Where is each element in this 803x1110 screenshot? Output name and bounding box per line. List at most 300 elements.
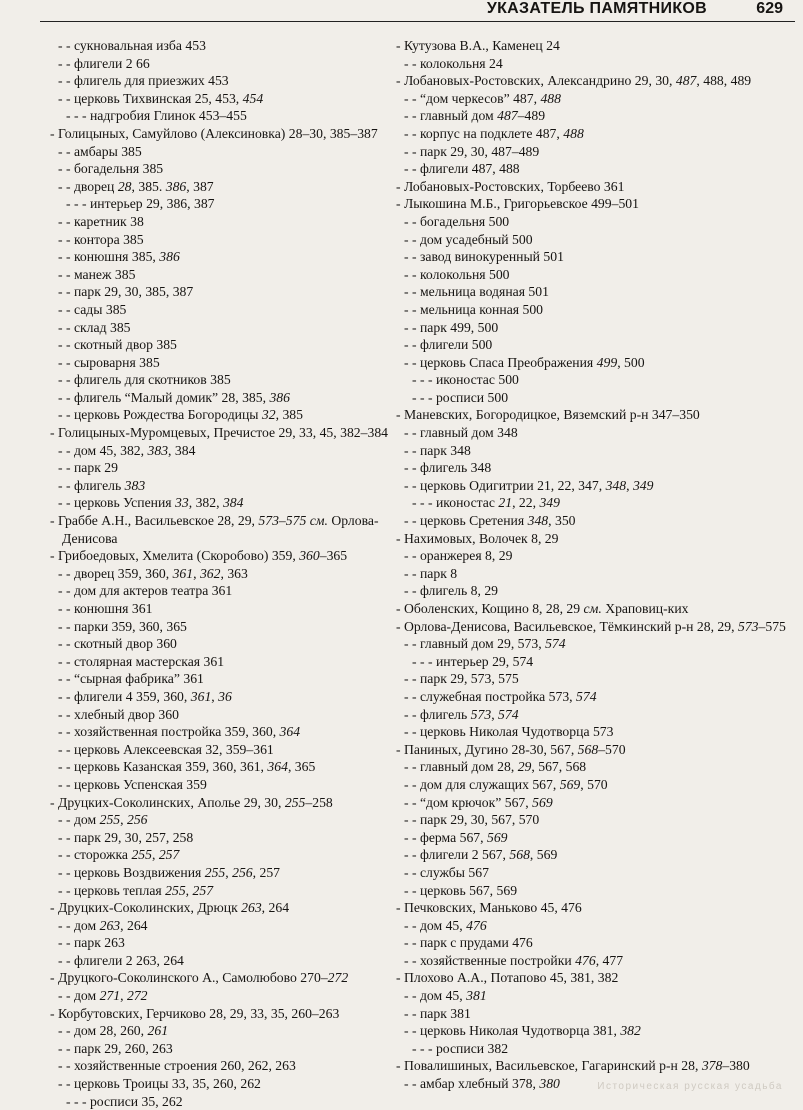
index-entry-text: - - главный дом 348 xyxy=(404,425,518,441)
index-entry xyxy=(396,653,796,671)
index-entry-text: - Друцкого-Соколинского А., Самолюбово 270– xyxy=(50,970,328,986)
index-page-ref-italic: 381 xyxy=(466,988,487,1004)
index-entry-text: , 477 xyxy=(595,952,624,968)
index-page-ref-italic: 569 xyxy=(559,776,581,792)
index-entry xyxy=(396,741,796,759)
index-page-ref-italic: 32 xyxy=(261,407,276,423)
index-entry xyxy=(396,494,796,512)
index-entry xyxy=(50,723,390,741)
index-entry-text: - - сады 385 xyxy=(58,301,127,317)
index-page-ref-italic: 261 xyxy=(147,1023,169,1039)
index-entry xyxy=(396,266,796,284)
index-entry-text: Храповиц-ких xyxy=(601,601,689,616)
index-entry-text: - - - надгробия Глинок 453–455 xyxy=(66,108,247,124)
index-entry xyxy=(50,266,390,284)
index-entry xyxy=(50,565,390,583)
index-entry xyxy=(396,283,796,301)
index-entry-text: –489 xyxy=(517,108,546,124)
index-entry-text: Орлова-Денисова xyxy=(62,513,379,546)
index-entry xyxy=(50,354,390,372)
index-entry-text: - - церковь Спаса Преображения xyxy=(404,354,597,370)
index-entry-text: - - флигель для скотников 385 xyxy=(58,372,231,388)
index-entry-text: - Граббе А.Н., Васильевское 28, 29, xyxy=(50,513,259,529)
index-page-ref-italic: 476 xyxy=(466,917,487,933)
index-entry-text: - - парк 29, 573, 575 xyxy=(404,671,519,687)
index-entry-text: - - церковь Сретения xyxy=(404,513,528,529)
index-entry-text: - - склад 385 xyxy=(58,319,131,335)
index-entry-text: , xyxy=(151,847,159,863)
index-entry-text: , 570 xyxy=(580,776,608,792)
index-entry xyxy=(50,371,390,389)
index-entry-text: - - флигели 4 359, 360, xyxy=(58,688,191,704)
index-entry-text: , 385. xyxy=(131,178,166,194)
index-entry xyxy=(50,776,390,794)
index-page-ref-italic: 568 xyxy=(509,847,530,863)
index-entry xyxy=(396,371,796,389)
index-entry-text: - - флигели 2 66 xyxy=(58,55,150,71)
index-entry xyxy=(50,706,390,724)
index-entry xyxy=(396,319,796,337)
index-entry-text: - - церковь Николая Чудотворца 381, xyxy=(404,1023,621,1039)
index-entry-text: , xyxy=(193,565,200,581)
index-entry-text: - Повалишиных, Васильевское, Гагаринский р-н 28, xyxy=(396,1058,702,1074)
index-entry xyxy=(396,248,796,266)
index-entry xyxy=(50,917,390,935)
index-entry-text: - - флигели 487, 488 xyxy=(404,161,520,177)
index-entry-text: - - скотный двор 385 xyxy=(58,337,177,353)
index-entry xyxy=(50,248,390,266)
index-entry-text: - - хлебный двор 360 xyxy=(58,706,179,722)
index-page-ref-italic: 454 xyxy=(242,90,264,106)
index-entry-text: - - флигель xyxy=(404,706,471,722)
index-entry xyxy=(396,952,796,970)
index-entry xyxy=(50,37,390,55)
index-entry-text: - - церковь Рождества Богородицы xyxy=(58,407,262,423)
index-entry xyxy=(50,494,390,512)
index-page-ref-italic: 21 xyxy=(498,495,513,511)
index-page-ref-italic: 255 xyxy=(204,864,226,880)
index-entry-text: –258 xyxy=(305,794,333,810)
index-entry-text: - Маневских, Богородицкое, Вяземский р-н 347–350 xyxy=(396,407,700,423)
index-entry-text: - - ферма 567, xyxy=(404,829,487,845)
index-entry-text: - - сыроварня 385 xyxy=(58,354,160,370)
index-entry-text: - Лобановых-Ростовских, Торбеево 361 xyxy=(396,178,625,194)
index-entry xyxy=(50,1075,390,1093)
index-entry-text: - Грибоедовых, Хмелита (Скоробово) 359, xyxy=(50,548,300,564)
index-entry xyxy=(50,283,390,301)
index-page-ref-italic: 272 xyxy=(327,970,349,986)
index-entry-text: - - главный дом 28, xyxy=(404,759,518,775)
index-entry xyxy=(396,477,796,495)
index-entry xyxy=(396,688,796,706)
index-entry-text: - - сукновальная изба 453 xyxy=(58,38,206,53)
index-entry xyxy=(396,969,796,987)
index-entry-text: - - - интерьер 29, 386, 387 xyxy=(66,196,215,212)
index-entry-text: - - богадельня 385 xyxy=(58,161,164,177)
index-entry xyxy=(396,635,796,653)
index-entry-text: –575 xyxy=(758,618,786,634)
index-entry-text: - - флигели 2 567, xyxy=(404,847,510,863)
index-entry-text: - - церковь Алексеевская 32, 359–361 xyxy=(58,741,274,757)
index-entry-text: - - “дом черкесов” 487, xyxy=(404,90,541,106)
index-entry xyxy=(50,741,390,759)
index-entry xyxy=(50,934,390,952)
index-entry-text: , xyxy=(211,688,219,704)
index-entry-text: - Оболенских, Кощино 8, 28, 29 xyxy=(396,601,584,616)
index-page-ref-italic: 569 xyxy=(532,794,553,810)
index-entry-text: - - главный дом xyxy=(404,108,498,124)
index-entry-text: - - конюшня 361 xyxy=(58,601,153,616)
index-entry-text: - Нахимовых, Волочек 8, 29 xyxy=(396,530,559,546)
index-page-ref-italic: 569 xyxy=(486,829,508,845)
index-page-ref-italic: 33 xyxy=(175,495,189,511)
index-entry-text: - - церковь Николая Чудотворца 573 xyxy=(404,724,614,740)
index-entry xyxy=(50,512,390,547)
index-entry-text: - - парк 263 xyxy=(58,935,125,951)
index-entry xyxy=(396,107,796,125)
index-entry-text: - - парк 29, 30, 487–489 xyxy=(404,143,540,159)
index-page-ref-italic: 255 xyxy=(131,847,152,863)
index-entry-text: , 350 xyxy=(548,513,576,529)
index-entry xyxy=(396,846,796,864)
index-entry xyxy=(50,477,390,495)
index-entry-text: - - амбары 385 xyxy=(58,143,142,159)
index-page-ref-italic: 574 xyxy=(545,636,566,652)
index-entry xyxy=(50,195,390,213)
index-entry xyxy=(396,231,796,249)
index-entry xyxy=(396,354,796,372)
index-entry xyxy=(50,213,390,231)
index-entry xyxy=(50,178,390,196)
index-entry xyxy=(50,143,390,161)
index-entry xyxy=(50,653,390,671)
index-page-ref-italic: 362 xyxy=(199,565,221,581)
index-entry-text: - - парк 348 xyxy=(404,442,471,458)
index-entry-text: - - дом усадебный 500 xyxy=(404,231,533,247)
index-entry xyxy=(50,864,390,882)
index-entry xyxy=(396,143,796,161)
index-entry-text: - - парки 359, 360, 365 xyxy=(58,618,187,634)
index-entry xyxy=(50,107,390,125)
index-entry-text: , xyxy=(225,864,233,880)
index-entry xyxy=(50,670,390,688)
index-page-ref-italic: 255 xyxy=(165,882,186,898)
index-page-ref-italic: 361 xyxy=(190,688,212,704)
index-entry-text: - - церковь Троицы 33, 35, 260, 262 xyxy=(58,1076,261,1092)
index-page-ref-italic: 257 xyxy=(158,847,180,863)
index-entry-text: - - - росписи 500 xyxy=(412,389,509,405)
index-entry-text: - - “сырная фабрика” 361 xyxy=(58,671,204,687)
index-entry-text: - - богадельня 500 xyxy=(404,213,510,229)
index-entry xyxy=(396,37,796,55)
index-entry-text: - - дворец xyxy=(58,178,118,194)
index-page-ref-italic: 386 xyxy=(159,249,180,265)
index-entry-text: - Голицыных-Муромцевых, Пречистое 29, 33, 45, 382–384 xyxy=(50,425,389,441)
index-entry xyxy=(396,882,796,900)
index-entry-text: - - церковь Тихвинская 25, 453, xyxy=(58,90,243,106)
index-entry-text: - Лыкошина М.Б., Григорьевское 499–501 xyxy=(396,196,639,212)
index-entry xyxy=(50,987,390,1005)
index-entry xyxy=(50,442,390,460)
index-entry xyxy=(50,758,390,776)
index-page-ref-italic: 360 xyxy=(299,548,320,564)
index-column-right xyxy=(396,37,796,1093)
index-entry-text: - - корпус на подклете 487, xyxy=(404,125,564,141)
index-entry xyxy=(396,406,796,424)
index-entry-text: - Корбутовских, Герчиково 28, 29, 33, 35, 260–263 xyxy=(50,1005,340,1021)
index-entry-text: - - церковь Воздвижения xyxy=(58,864,205,880)
index-entry-text: - - церковь Успения xyxy=(58,495,176,511)
index-entry xyxy=(396,512,796,530)
index-entry-text: - - церковь Одигитрии 21, 22, 347, xyxy=(404,477,606,493)
index-entry xyxy=(396,72,796,90)
index-entry xyxy=(50,459,390,477)
index-page-ref-italic: 255 xyxy=(99,812,121,828)
index-entry-text: - - дом xyxy=(58,917,100,933)
index-page-ref-italic: 272 xyxy=(126,988,148,1004)
index-entry-text: - - парк 381 xyxy=(404,1005,471,1021)
index-entry-text: - - завод винокуренный 501 xyxy=(404,249,564,265)
index-entry-text: –365 xyxy=(319,548,348,564)
index-entry-text: - - дом xyxy=(58,812,100,828)
index-page-ref-italic: 386 xyxy=(269,389,290,405)
index-column-left xyxy=(50,37,390,1110)
index-entry-text: - - “дом крючок” 567, xyxy=(404,794,533,810)
index-entry-text: - Лобановых-Ростовских, Александрино 29, 30, xyxy=(396,73,676,89)
index-entry xyxy=(50,319,390,337)
index-entry-text: - Кутузова В.А., Каменец 24 xyxy=(396,38,560,53)
index-entry-text: –380 xyxy=(722,1058,750,1074)
index-entry xyxy=(50,635,390,653)
index-entry xyxy=(50,882,390,900)
index-entry-text: , 264 xyxy=(261,900,290,916)
index-entry-text: - - - росписи 35, 262 xyxy=(66,1093,183,1109)
index-page-ref-italic: 349 xyxy=(632,477,654,493)
index-entry xyxy=(50,389,390,407)
index-entry xyxy=(396,55,796,73)
index-page-ref-italic: 29 xyxy=(517,759,532,775)
index-entry xyxy=(396,600,796,618)
index-entry xyxy=(50,1040,390,1058)
index-page-ref-italic: 382 xyxy=(620,1023,641,1039)
index-entry-text: - Печковских, Маньково 45, 476 xyxy=(396,900,582,916)
index-entry-text: , 567, 568 xyxy=(531,759,587,775)
index-page-ref-italic: 263 xyxy=(241,900,262,916)
index-page-ref-italic: см. xyxy=(583,601,602,616)
index-entry-text: - - парк с прудами 476 xyxy=(404,935,533,951)
index-entry-text: - - столярная мастерская 361 xyxy=(58,653,225,669)
index-entry xyxy=(50,600,390,618)
index-entry-text: - - дом 45, xyxy=(404,988,467,1004)
index-entry xyxy=(396,1040,796,1058)
index-entry-text: - - церковь Казанская 359, 360, 361, xyxy=(58,759,268,775)
index-entry xyxy=(396,213,796,231)
index-entry-text: - - церковь Успенская 359 xyxy=(58,776,207,792)
index-entry-text: - - хозяйственные постройки xyxy=(404,952,576,968)
index-entry xyxy=(50,582,390,600)
index-entry xyxy=(396,442,796,460)
index-entry-text: - - - интерьер 29, 574 xyxy=(412,653,534,669)
index-entry-text: , 384 xyxy=(168,442,196,458)
index-page-ref-italic: 255 xyxy=(284,794,306,810)
index-entry xyxy=(396,618,796,636)
index-entry-text: , 22, xyxy=(512,495,540,511)
index-page-ref-italic: 476 xyxy=(575,952,596,968)
index-entry-text: –570 xyxy=(598,741,626,757)
index-entry-text: - - парк 29 xyxy=(58,460,118,476)
footer-watermark: Историческая русская усадьба xyxy=(597,1081,783,1092)
index-entry xyxy=(50,125,390,143)
index-entry xyxy=(396,125,796,143)
index-entry-text: - - колокольня 500 xyxy=(404,266,510,282)
index-entry xyxy=(396,758,796,776)
index-entry-text: , 264 xyxy=(120,917,148,933)
index-entry-text: - - каретник 38 xyxy=(58,213,144,229)
index-page-ref-italic: 574 xyxy=(576,688,597,704)
index-entry-text: - - сторожка xyxy=(58,847,132,863)
index-entry xyxy=(50,969,390,987)
index-entry xyxy=(396,195,796,213)
index-entry-text: - - дом для служащих 567, xyxy=(404,776,560,792)
index-page-ref-italic: 384 xyxy=(222,495,244,511)
index-entry xyxy=(50,1005,390,1023)
index-entry-text: - - контора 385 xyxy=(58,231,144,247)
index-entry-text: - - службы 567 xyxy=(404,864,489,880)
index-entry xyxy=(396,917,796,935)
index-entry-text: - - дом 45, 382, xyxy=(58,442,148,458)
index-page-ref-italic: 383 xyxy=(124,477,146,493)
index-entry xyxy=(50,231,390,249)
index-entry-text: - - парк 29, 30, 257, 258 xyxy=(58,829,194,845)
index-page-ref-italic: 28 xyxy=(117,178,132,194)
index-entry-text: , 500 xyxy=(617,354,645,370)
index-entry-text: - - манеж 385 xyxy=(58,266,136,282)
index-entry-text: - - дом для актеров театра 361 xyxy=(58,583,233,599)
index-entry-text: - - хозяйственные строения 260, 262, 263 xyxy=(58,1058,296,1074)
index-entry-text: - - парк 29, 30, 385, 387 xyxy=(58,284,194,300)
index-entry-text: - - скотный двор 360 xyxy=(58,636,177,652)
index-entry-text: - Плохово А.А., Потапово 45, 381, 382 xyxy=(396,970,619,986)
index-entry-text: , 569 xyxy=(529,847,558,863)
index-entry xyxy=(396,547,796,565)
index-page-ref-italic: 256 xyxy=(232,864,253,880)
index-entry-text: , 382, xyxy=(188,495,223,511)
index-entry-text: - - парк 29, 30, 567, 570 xyxy=(404,812,540,828)
index-entry-text: - - дом 28, 260, xyxy=(58,1023,148,1039)
index-entry xyxy=(396,1022,796,1040)
index-entry-text: - Орлова-Денисова, Васильевское, Тёмкинский р-н 28, 29, xyxy=(396,618,738,634)
index-entry xyxy=(50,90,390,108)
index-entry xyxy=(396,178,796,196)
index-entry xyxy=(396,1005,796,1023)
index-entry-text: , xyxy=(185,882,193,898)
index-page-ref-italic: 257 xyxy=(192,882,214,898)
index-entry xyxy=(396,987,796,1005)
index-entry-text: - - - иконостас xyxy=(412,495,499,511)
index-page-ref-italic: 364 xyxy=(267,759,288,775)
index-page-ref-italic: 271 xyxy=(99,988,121,1004)
index-entry-text: - - служебная постройка 573, xyxy=(404,688,577,704)
index-entry-text: - Друцких-Соколинских, Аполье 29, 30, xyxy=(50,794,285,810)
index-entry-text: - Паниных, Дугино 28-30, 567, xyxy=(396,741,578,757)
index-entry-text: - - флигель xyxy=(58,477,125,493)
index-entry xyxy=(396,424,796,442)
index-entry xyxy=(50,952,390,970)
index-entry xyxy=(396,565,796,583)
index-entry-text: - - дом xyxy=(58,988,100,1004)
index-entry xyxy=(396,582,796,600)
index-entry-text: - - церковь 567, 569 xyxy=(404,882,518,898)
index-page-ref-italic: 573 xyxy=(470,706,492,722)
index-entry-text: , 363 xyxy=(220,565,248,581)
index-entry xyxy=(396,864,796,882)
index-page-ref-italic: 488 xyxy=(563,125,584,141)
index-entry-text: - - - росписи 382 xyxy=(412,1040,509,1056)
index-entry xyxy=(50,301,390,319)
index-entry-text: - - флигель “Малый домик” 28, 385, xyxy=(58,389,270,405)
index-entry xyxy=(50,406,390,424)
index-entry-text: - - парк 29, 260, 263 xyxy=(58,1040,173,1056)
index-entry xyxy=(50,1093,390,1110)
index-entry xyxy=(396,934,796,952)
index-entry-text: - - парк 8 xyxy=(404,565,458,581)
index-page-ref-italic: 263 xyxy=(99,917,121,933)
index-entry xyxy=(50,336,390,354)
index-entry-text: - - флигели 500 xyxy=(404,337,493,353)
index-entry-text: , 488, 489 xyxy=(696,73,752,89)
index-entry xyxy=(50,899,390,917)
page-header xyxy=(40,0,795,22)
index-entry-text: - - флигель 8, 29 xyxy=(404,583,499,599)
index-page-ref-italic: 568 xyxy=(577,741,599,757)
index-page-ref-italic: 36 xyxy=(218,688,232,704)
index-page-ref-italic: 488 xyxy=(540,90,561,106)
index-entry xyxy=(396,301,796,319)
index-entry-text: , xyxy=(120,812,127,828)
index-entry xyxy=(396,794,796,812)
index-entry-text: , 257 xyxy=(252,864,281,880)
index-page-ref-italic: 383 xyxy=(147,442,169,458)
index-page-ref-italic: 348 xyxy=(527,513,549,529)
index-entry-text: - - мельница водяная 501 xyxy=(404,284,549,300)
index-entry xyxy=(396,90,796,108)
index-page-ref-italic: 574 xyxy=(498,706,519,722)
index-entry-text: - - дворец 359, 360, xyxy=(58,565,173,581)
index-entry xyxy=(396,389,796,407)
index-page-ref-italic: 364 xyxy=(279,724,301,740)
index-entry xyxy=(50,618,390,636)
index-entry xyxy=(396,670,796,688)
index-entry-text: - - мельница конная 500 xyxy=(404,301,544,317)
index-entry-text: , 387 xyxy=(186,178,214,194)
index-page-ref-italic: 361 xyxy=(172,565,194,581)
index-entry xyxy=(396,829,796,847)
index-entry xyxy=(50,547,390,565)
index-entry xyxy=(396,530,796,548)
index-entry xyxy=(50,424,390,442)
index-entry xyxy=(50,55,390,73)
index-page-ref-italic: 380 xyxy=(539,1076,560,1092)
index-entry xyxy=(396,899,796,917)
index-entry xyxy=(50,1057,390,1075)
index-entry xyxy=(50,1022,390,1040)
index-entry xyxy=(50,829,390,847)
index-entry-text: - - церковь теплая xyxy=(58,882,166,898)
index-entry-text: , 365 xyxy=(287,759,316,775)
index-entry xyxy=(50,688,390,706)
index-entry-text: - - - иконостас 500 xyxy=(412,372,519,388)
index-entry-text: - - колокольня 24 xyxy=(404,55,503,71)
